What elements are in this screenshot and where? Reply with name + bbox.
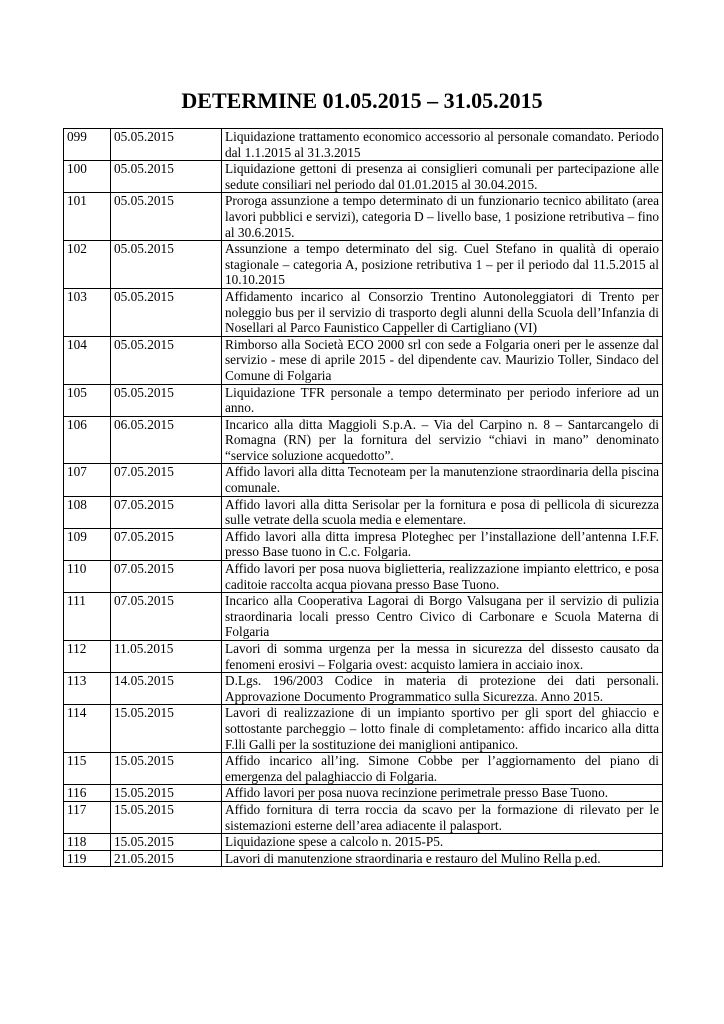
- determina-date-cell: 21.05.2015: [111, 850, 222, 867]
- determina-number-cell: 101: [64, 193, 111, 241]
- determina-description-cell: Lavori di manutenzione straordinaria e restauro del Mulino Rella p.ed.: [222, 850, 663, 867]
- table-row: [64, 850, 663, 867]
- determina-date-cell: 07.05.2015: [111, 561, 222, 593]
- determina-description-cell: Liquidazione trattamento economico accessorio al personale comandato. Periodo dal 1.1.2015 al 31.3.2015: [222, 129, 663, 161]
- table-row: [64, 561, 663, 593]
- determina-date-cell: 05.05.2015: [111, 384, 222, 416]
- table-row: [64, 496, 663, 528]
- determina-description-cell: Affidamento incarico al Consorzio Trentino Autonoleggiatori di Trento per noleggio bus per il servizio di trasporto degli alunni della Scuola dell’Infanzia di Nosellari al Parco Faunistico Cappeller di Cartigliano (VI): [222, 288, 663, 336]
- determina-date-cell: 05.05.2015: [111, 241, 222, 289]
- determina-description-cell: Liquidazione gettoni di presenza ai consiglieri comunali per partecipazione alle sedute consiliari nel periodo dal 01.01.2015 al 30.04.2015.: [222, 161, 663, 193]
- table-row: [64, 241, 663, 289]
- determina-date-cell: 05.05.2015: [111, 336, 222, 384]
- table-row: [64, 384, 663, 416]
- determina-date-cell: 07.05.2015: [111, 528, 222, 560]
- determina-description-cell: Affido fornitura di terra roccia da scavo per la formazione di rilevato per le sistemazioni esterne dell’area adiacente il palasport.: [222, 801, 663, 833]
- determina-date-cell: 15.05.2015: [111, 834, 222, 851]
- table-row: [64, 528, 663, 560]
- determina-number-cell: 114: [64, 705, 111, 753]
- determina-number-cell: 107: [64, 464, 111, 496]
- determine-table-body: [64, 129, 663, 867]
- table-row: [64, 801, 663, 833]
- determina-date-cell: 07.05.2015: [111, 593, 222, 641]
- determina-date-cell: 14.05.2015: [111, 673, 222, 705]
- table-row: [64, 336, 663, 384]
- determina-number-cell: 109: [64, 528, 111, 560]
- table-row: [64, 161, 663, 193]
- determina-date-cell: 15.05.2015: [111, 801, 222, 833]
- determina-number-cell: 103: [64, 288, 111, 336]
- determina-date-cell: 07.05.2015: [111, 496, 222, 528]
- determina-number-cell: 104: [64, 336, 111, 384]
- table-row: [64, 593, 663, 641]
- determina-date-cell: 05.05.2015: [111, 288, 222, 336]
- determina-number-cell: 105: [64, 384, 111, 416]
- determina-number-cell: 119: [64, 850, 111, 867]
- determina-number-cell: 117: [64, 801, 111, 833]
- determina-description-cell: Incarico alla ditta Maggioli S.p.A. – Via del Carpino n. 8 – Santarcangelo di Romagna (RN) per la fornitura del servizio “chiavi in mano” denominato “service soluzione acquedotto”.: [222, 416, 663, 464]
- determine-table: [63, 128, 663, 867]
- determina-number-cell: 100: [64, 161, 111, 193]
- determina-number-cell: 108: [64, 496, 111, 528]
- determina-description-cell: Incarico alla Cooperativa Lagorai di Borgo Valsugana per il servizio di pulizia straordinaria locali presso Centro Civico di Carbonare e Scuola Materna di Folgaria: [222, 593, 663, 641]
- table-row: [64, 705, 663, 753]
- determina-description-cell: Affido lavori alla ditta Tecnoteam per la manutenzione straordinaria della piscina comunale.: [222, 464, 663, 496]
- determina-date-cell: 15.05.2015: [111, 705, 222, 753]
- determina-number-cell: 099: [64, 129, 111, 161]
- determina-date-cell: 07.05.2015: [111, 464, 222, 496]
- table-row: [64, 288, 663, 336]
- determina-description-cell: Proroga assunzione a tempo determinato di un funzionario tecnico abilitato (area lavori pubblici e servizi), categoria D – livello base, 1 posizione retributiva – fino al 30.6.2015.: [222, 193, 663, 241]
- determina-number-cell: 116: [64, 785, 111, 802]
- determina-date-cell: 11.05.2015: [111, 641, 222, 673]
- determina-number-cell: 118: [64, 834, 111, 851]
- determina-description-cell: D.Lgs. 196/2003 Codice in materia di protezione dei dati personali. Approvazione Documento Programmatico sulla Sicurezza. Anno 2015.: [222, 673, 663, 705]
- determina-number-cell: 111: [64, 593, 111, 641]
- determina-description-cell: Affido lavori per posa nuova biglietteria, realizzazione impianto elettrico, e posa caditoie raccolta acqua piovana presso Base Tuono.: [222, 561, 663, 593]
- page-title: DETERMINE 01.05.2015 – 31.05.2015: [181, 88, 543, 113]
- determina-description-cell: Affido incarico all’ing. Simone Cobbe per l’aggiornamento del piano di emergenza del palaghiaccio di Folgaria.: [222, 753, 663, 785]
- table-row: [64, 193, 663, 241]
- determina-number-cell: 110: [64, 561, 111, 593]
- determina-number-cell: 113: [64, 673, 111, 705]
- table-row: [64, 834, 663, 851]
- determina-description-cell: Affido lavori alla ditta impresa Ploteghec per l’installazione dell’antenna I.F.F. presso Base tuono in C.c. Folgaria.: [222, 528, 663, 560]
- table-row: [64, 416, 663, 464]
- determina-description-cell: Rimborso alla Società ECO 2000 srl con sede a Folgaria oneri per le assenze dal servizio - mese di aprile 2015 - del dipendente cav. Maurizio Toller, Sindaco del Comune di Folgaria: [222, 336, 663, 384]
- table-row: [64, 464, 663, 496]
- determina-date-cell: 15.05.2015: [111, 753, 222, 785]
- determina-description-cell: Liquidazione TFR personale a tempo determinato per periodo inferiore ad un anno.: [222, 384, 663, 416]
- determina-date-cell: 05.05.2015: [111, 161, 222, 193]
- determina-number-cell: 106: [64, 416, 111, 464]
- table-row: [64, 129, 663, 161]
- determina-date-cell: 15.05.2015: [111, 785, 222, 802]
- table-row: [64, 641, 663, 673]
- determina-description-cell: Assunzione a tempo determinato del sig. Cuel Stefano in qualità di operaio stagionale – categoria A, posizione retributiva 1 – per il periodo dal 11.5.2015 al 10.10.2015: [222, 241, 663, 289]
- table-row: [64, 785, 663, 802]
- determina-date-cell: 05.05.2015: [111, 129, 222, 161]
- determina-date-cell: 06.05.2015: [111, 416, 222, 464]
- determina-description-cell: Lavori di realizzazione di un impianto sportivo per gli sport del ghiaccio e sottostante parcheggio – lotto finale di completamento: affido incarico alla ditta F.lli Galli per la sostituzione dei maniglioni antipanico.: [222, 705, 663, 753]
- determina-number-cell: 115: [64, 753, 111, 785]
- table-row: [64, 753, 663, 785]
- table-row: [64, 673, 663, 705]
- determina-number-cell: 112: [64, 641, 111, 673]
- determina-description-cell: Liquidazione spese a calcolo n. 2015-P5.: [222, 834, 663, 851]
- determina-description-cell: Affido lavori alla ditta Serisolar per la fornitura e posa di pellicola di sicurezza sulle vetrate della scuola media e elementare.: [222, 496, 663, 528]
- determina-description-cell: Affido lavori per posa nuova recinzione perimetrale presso Base Tuono.: [222, 785, 663, 802]
- determina-date-cell: 05.05.2015: [111, 193, 222, 241]
- determina-description-cell: Lavori di somma urgenza per la messa in sicurezza del dissesto causato da fenomeni erosivi – Folgaria ovest: acquisto lamiera in acciaio inox.: [222, 641, 663, 673]
- determina-number-cell: 102: [64, 241, 111, 289]
